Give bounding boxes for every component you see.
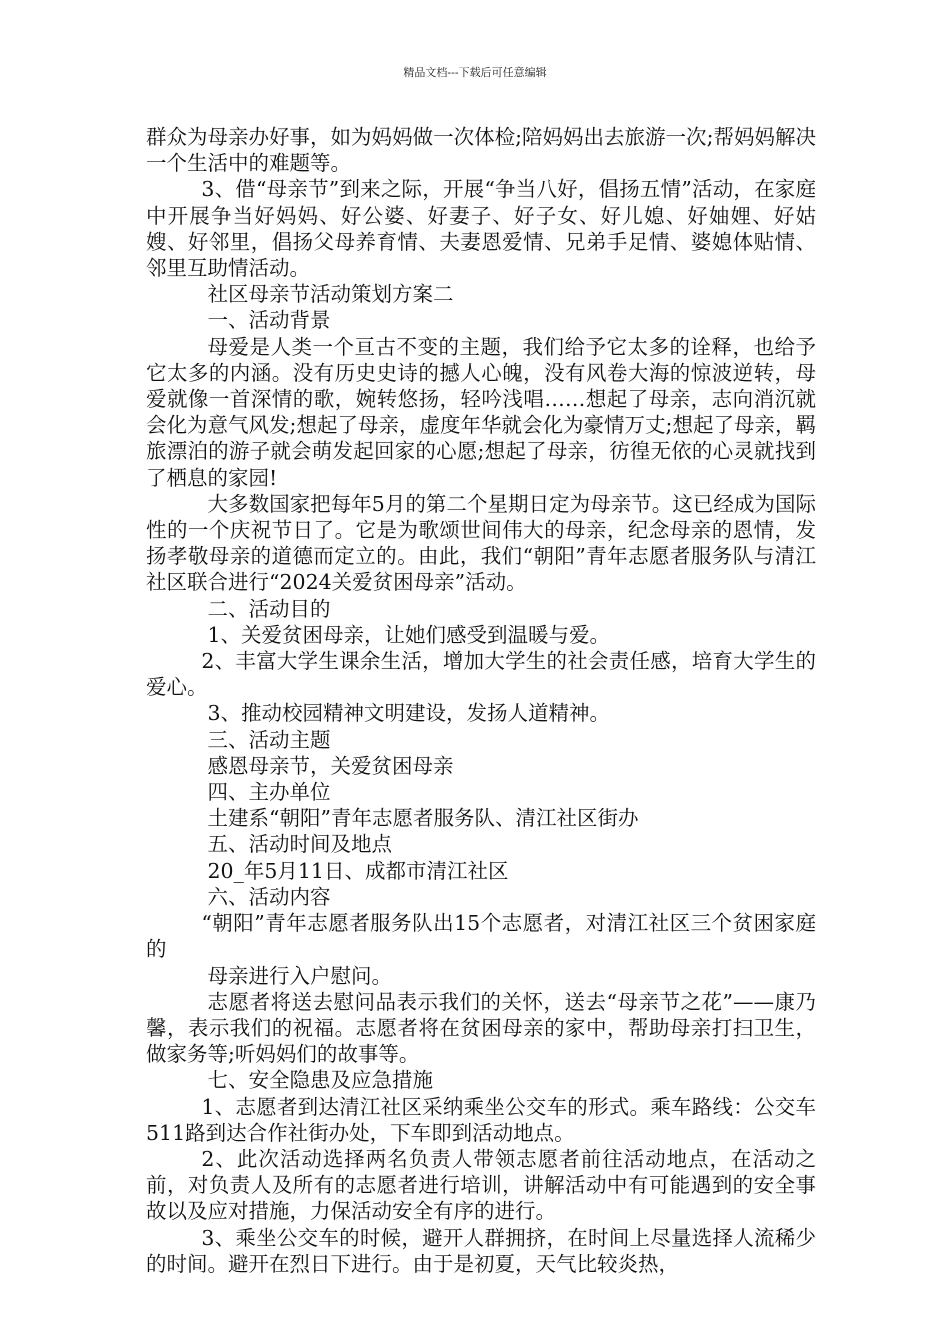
safety-item-1: 1、志愿者到达清江社区采纳乘坐公交车的形式。乘车路线：公交车511路到达合作社街办处，下车即到活动地点。 xyxy=(146,1094,816,1145)
section-title: 社区母亲节活动策划方案二 xyxy=(207,282,454,307)
heading-purpose: 二、活动目的 xyxy=(207,596,331,621)
page-header: 精品文档---下载后可任意编辑 xyxy=(403,66,547,79)
safety-item-2: 2、此次活动选择两名负责人带领志愿者前往活动地点，在活动之前，对负责人及所有的志愿者进行培训，讲解活动中有可能遇到的安全事故以及应对措施，力保活动安全有序的进行。 xyxy=(146,1146,816,1224)
purpose-item-1: 1、关爱贫困母亲，让她们感受到温暖与爱。 xyxy=(207,622,611,647)
content-text-1: “朝阳”青年志愿者服务队出15个志愿者，对清江社区三个贫困家庭的 xyxy=(146,911,816,962)
heading-time-place: 五、活动时间及地点 xyxy=(207,832,392,857)
heading-organizer: 四、主办单位 xyxy=(207,780,331,805)
organizer-text: 土建系“朝阳”青年志愿者服务队、清江社区街办 xyxy=(207,806,639,831)
paragraph-item-3: 3、借“母亲节”到来之际，开展“争当八好，倡扬五情”活动，在家庭中开展争当好妈妈、好公婆、好妻子、好子女、好儿媳、好妯娌、好姑嫂、好邻里，倡扬父母养育情、夫妻恩爱情、兄弟手足情、婆媳体贴情、邻里互助情活动。 xyxy=(146,177,816,281)
heading-theme: 三、活动主题 xyxy=(207,727,331,752)
document-body xyxy=(146,124,816,1277)
paragraph-background: 母爱是人类一个亘古不变的主题，我们给予它太多的诠释，也给予它太多的内涵。没有历史史诗的撼人心魄，没有风卷大海的惊波逆转，母爱就像一首深情的歌，婉转悠扬，轻吟浅唱……想起了母亲，志向消沉就会化为意气风发;想起了母亲，虚度年华就会化为豪情万丈;想起了母亲，羁旅漂泊的游子就会萌发起回家的心愿;想起了母亲，彷徨无依的心灵就找到了栖息的家园! xyxy=(146,334,816,490)
time-place-text: 20_年5月11日、成都市清江社区 xyxy=(207,858,509,883)
theme-text: 感恩母亲节，关爱贫困母亲 xyxy=(207,753,454,778)
purpose-item-2: 2、丰富大学生课余生活，增加大学生的社会责任感，培育大学生的爱心。 xyxy=(146,649,816,700)
content-text-2: 母亲进行入户慰问。 xyxy=(207,963,392,988)
content-text-3: 志愿者将送去慰问品表示我们的关怀，送去“母亲节之花”——康乃馨，表示我们的祝福。志愿者将在贫困母亲的家中，帮助母亲打扫卫生，做家务等;听妈妈们的故事等。 xyxy=(146,989,816,1067)
paragraph-continuation: 群众为母亲办好事，如为妈妈做一次体检;陪妈妈出去旅游一次;帮妈妈解决一个生活中的难题等。 xyxy=(146,125,816,176)
heading-content: 六、活动内容 xyxy=(207,884,331,909)
heading-background: 一、活动背景 xyxy=(207,308,331,333)
paragraph-mothers-day: 大多数国家把每年5月的第二个星期日定为母亲节。这已经成为国际性的一个庆祝节日了。它是为歌颂世间伟大的母亲，纪念母亲的恩情，发扬孝敬母亲的道德而定立的。由此，我们“朝阳”青年志愿者服务队与清江社区联合进行“2024关爱贫困母亲”活动。 xyxy=(146,491,816,595)
purpose-item-3: 3、推动校园精神文明建设，发扬人道精神。 xyxy=(207,701,611,726)
heading-safety: 七、安全隐患及应急措施 xyxy=(207,1068,433,1093)
safety-item-3: 3、乘坐公交车的时候，避开人群拥挤，在时间上尽量选择人流稀少的时间。避开在烈日下进行。由于是初夏，天气比较炎热， xyxy=(146,1225,816,1276)
